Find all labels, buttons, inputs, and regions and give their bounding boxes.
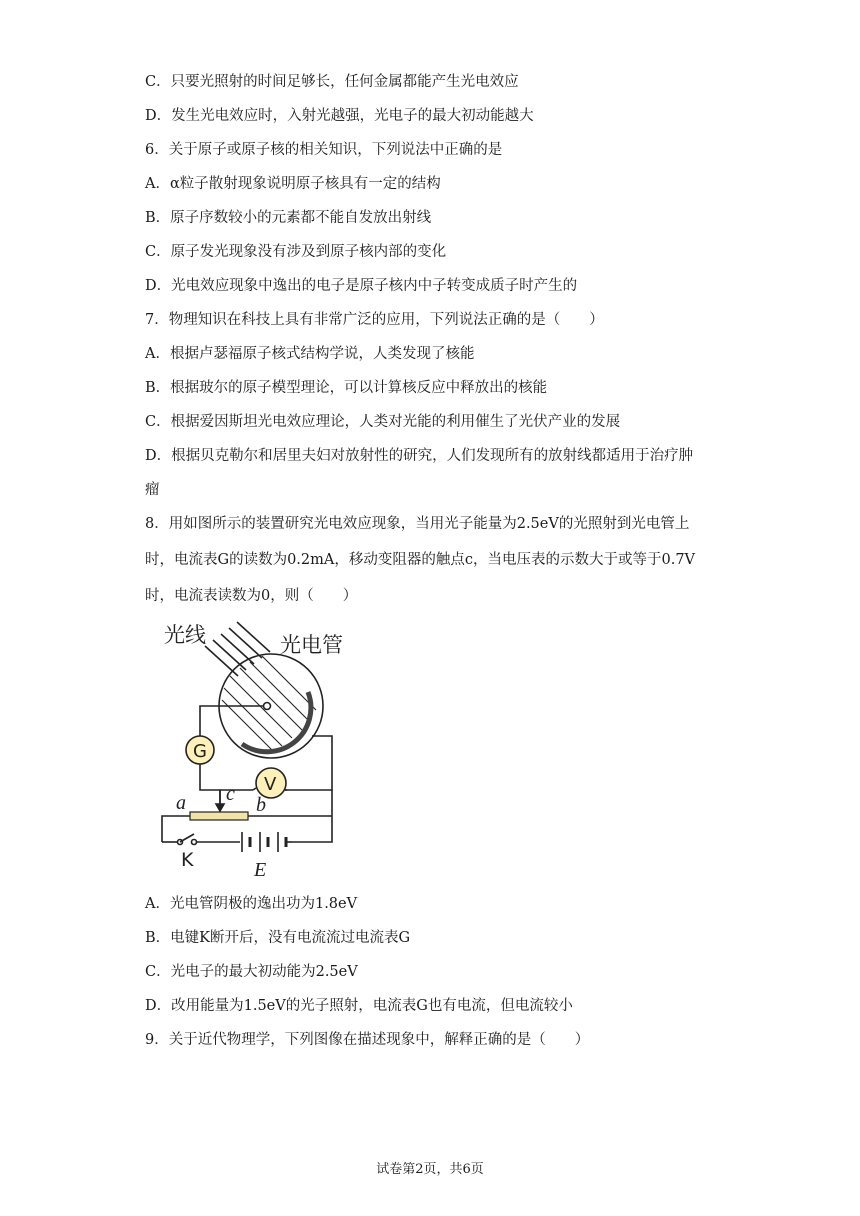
switch-k: [178, 834, 197, 845]
rheostat: [190, 812, 248, 820]
option-6a: A．α粒子散射现象说明原子核具有一定的结构: [145, 176, 441, 192]
switch-label: K: [181, 849, 194, 871]
option-6c: C．原子发光现象没有涉及到原子核内部的变化: [145, 244, 447, 260]
option-7d-continued: 瘤: [145, 482, 160, 498]
question-8-line-1: 8．用如图所示的装置研究光电效应现象，当用光子能量为2.5eV的光照射到光电管上: [145, 516, 690, 532]
battery-label: E: [254, 859, 267, 880]
option-6d: D．光电效应现象中逸出的电子是原子核内中子转变成质子时产生的: [145, 278, 578, 294]
option-6b: B．原子序数较小的元素都不能自发放出射线: [145, 210, 432, 226]
option-8c: C．光电子的最大初动能为2.5eV: [145, 964, 358, 980]
option-7b: B．根据玻尔的原子模型理论，可以计算核反应中释放出的核能: [145, 380, 548, 396]
galvanometer-label: G: [193, 741, 207, 762]
battery-e: [242, 832, 292, 852]
light-label: 光线: [164, 623, 206, 647]
contact-c-label: c: [226, 783, 235, 805]
tube-label: 光电管: [280, 633, 343, 657]
anode: [264, 703, 271, 710]
photoelectric-circuit-diagram: [150, 618, 350, 880]
option-7d: D．根据贝克勒尔和居里夫妇对放射性的研究，人们发现所有的放射线都适用于治疗肿: [145, 448, 694, 464]
option-5d: D．发生光电效应时，入射光越强，光电子的最大初动能越大: [145, 108, 534, 124]
option-8b: B．电键K断开后，没有电流流过电流表G: [145, 930, 411, 946]
option-8a: A．光电管阴极的逸出功为1.8eV: [145, 896, 358, 912]
rheostat-contact: [216, 790, 224, 811]
option-7a: A．根据卢瑟福原子核式结构学说，人类发现了核能: [145, 346, 475, 362]
terminal-a-label: a: [176, 792, 186, 814]
light-rays: [205, 622, 270, 676]
question-6: 6．关于原子或原子核的相关知识，下列说法中正确的是: [145, 142, 503, 158]
terminal-b-label: b: [256, 794, 266, 816]
question-7: 7．物理知识在科技上具有非常广泛的应用，下列说法正确的是（ ）: [145, 312, 604, 328]
voltmeter-label: V: [264, 774, 277, 795]
question-9: 9．关于近代物理学，下列图像在描述现象中，解释正确的是（ ）: [145, 1032, 590, 1048]
option-7c: C．根据爱因斯坦光电效应理论，人类对光能的利用催生了光伏产业的发展: [145, 414, 621, 430]
question-8-line-2: 时，电流表G的读数为0.2mA，移动变阻器的触点c，当电压表的示数大于或等于0.7V: [145, 552, 696, 568]
page-footer: 试卷第2页，共6页: [376, 1162, 484, 1177]
option-8d: D．改用能量为1.5eV的光子照射，电流表G也有电流，但电流较小: [145, 998, 573, 1014]
question-8-line-3: 时，电流表读数为0，则（ ）: [145, 588, 358, 604]
option-5c: C．只要光照射的时间足够长，任何金属都能产生光电效应: [145, 74, 519, 90]
